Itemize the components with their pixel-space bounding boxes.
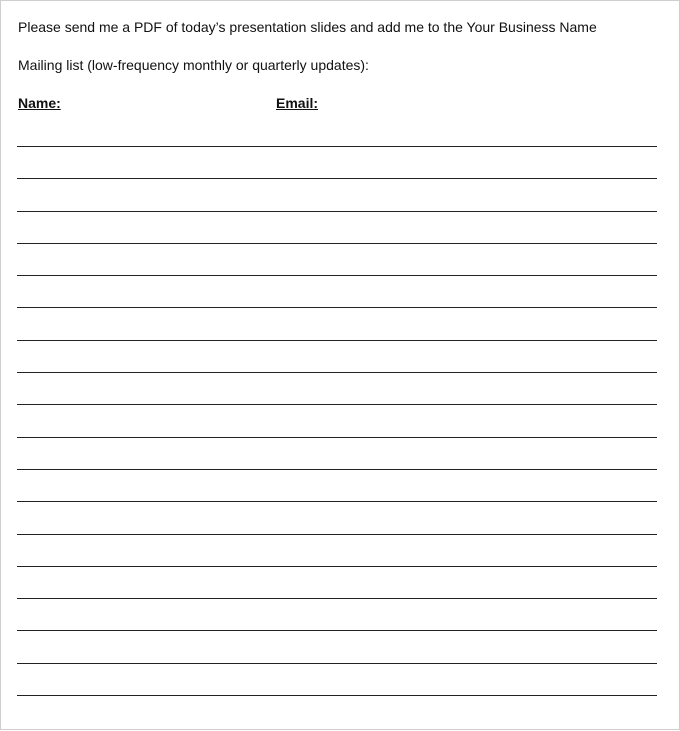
signup-line xyxy=(17,469,657,470)
email-column-header: Email: xyxy=(276,95,319,111)
signup-line xyxy=(17,663,657,664)
name-column-header: Name: xyxy=(18,95,61,111)
signup-line xyxy=(17,501,657,502)
signup-line xyxy=(17,534,657,535)
signup-line xyxy=(17,404,657,405)
signup-line xyxy=(17,437,657,438)
signup-line xyxy=(17,372,657,373)
signup-line xyxy=(17,630,657,631)
signup-line xyxy=(17,566,657,567)
mailing-list-text: Mailing list (low-frequency monthly or quarterly updates): xyxy=(18,57,369,73)
signup-line xyxy=(17,307,657,308)
signup-line xyxy=(17,178,657,179)
signup-line xyxy=(17,275,657,276)
signup-line xyxy=(17,598,657,599)
intro-text: Please send me a PDF of today’s presentation slides and add me to the Your Business Name xyxy=(18,19,597,35)
signup-line xyxy=(17,146,657,147)
signup-line xyxy=(17,211,657,212)
signup-line xyxy=(17,695,657,696)
signup-line xyxy=(17,243,657,244)
signup-line xyxy=(17,340,657,341)
signup-lines xyxy=(17,1,657,731)
